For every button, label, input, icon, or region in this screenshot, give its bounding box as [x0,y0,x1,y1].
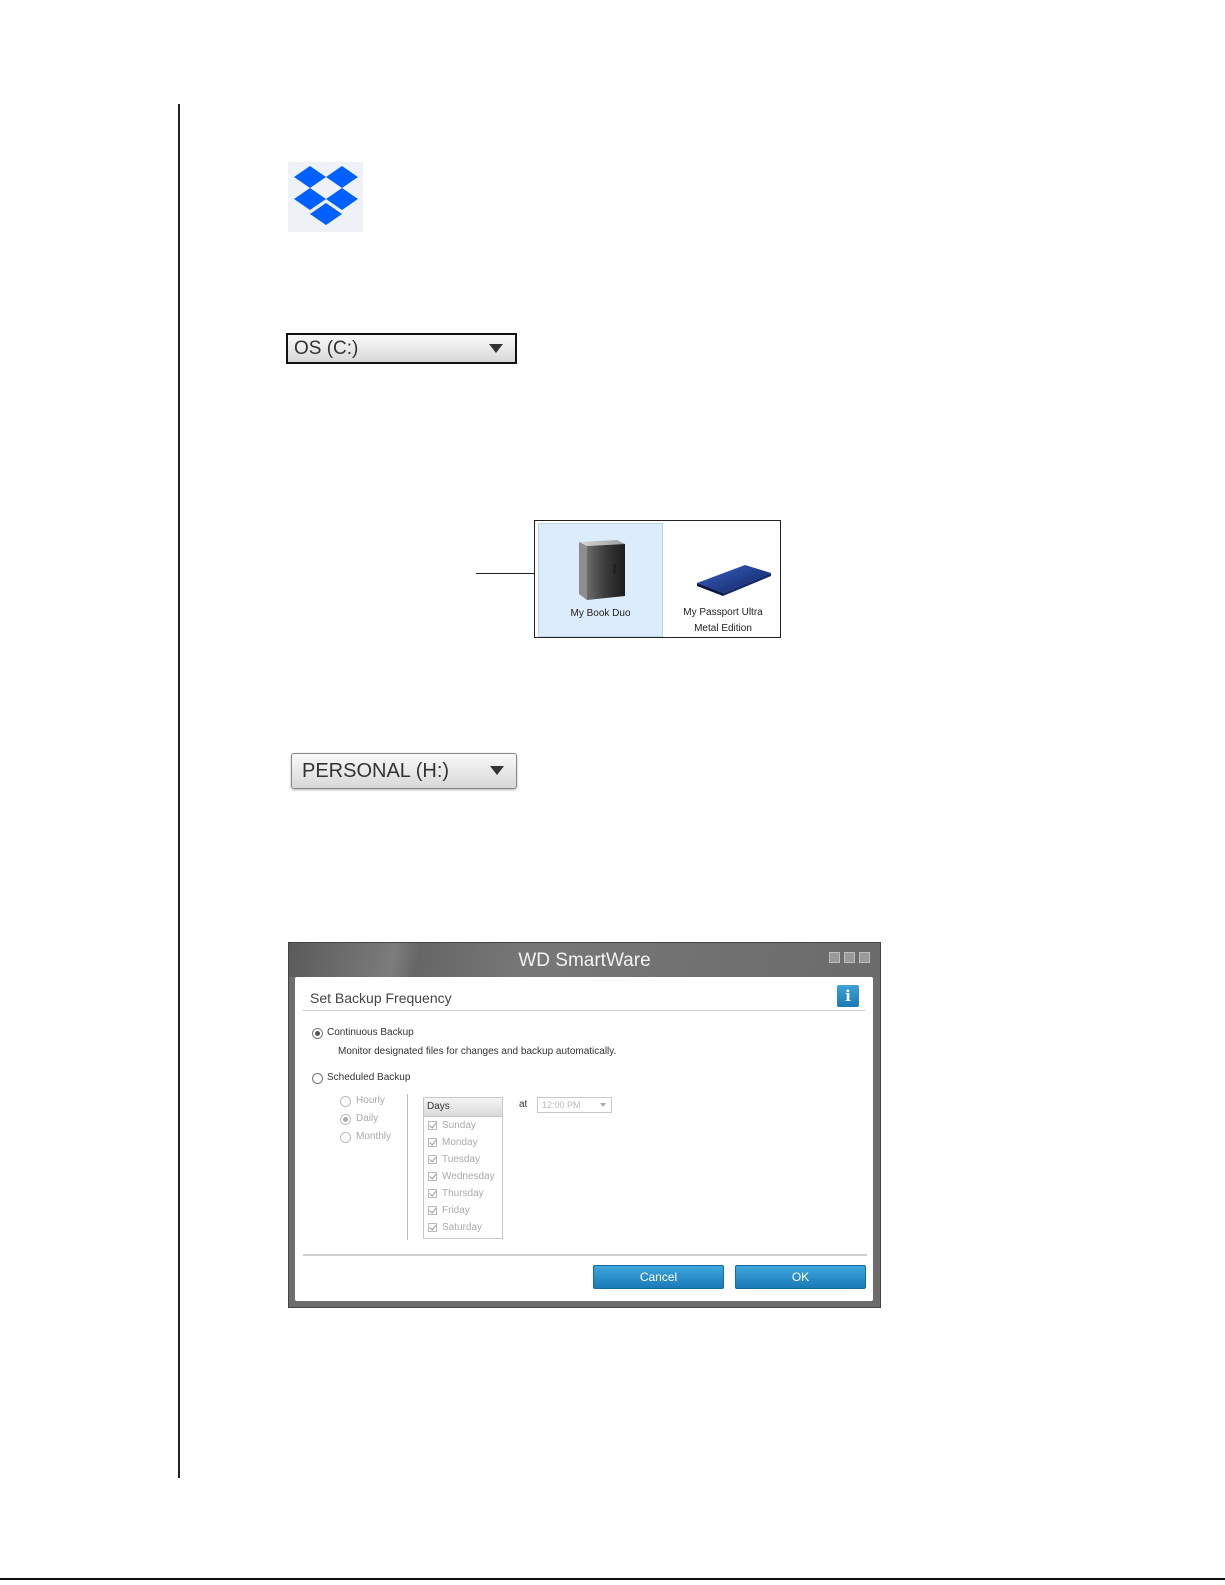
days-header: Days [424,1098,502,1117]
minimize-icon[interactable] [829,952,840,963]
scheduled-backup-radio[interactable] [312,1073,323,1084]
device-label: My Passport Ultra [683,607,763,618]
divider [303,1010,865,1011]
checkbox-icon [428,1138,437,1147]
day-item[interactable] [424,1134,502,1151]
device-label-line2: Metal Edition [694,623,752,634]
target-drive-value: PERSONAL (H:) [302,759,450,782]
dialog-title: WD SmartWare [518,950,651,971]
page-bottom-rule [0,1578,1225,1580]
hourly-label: Hourly [356,1095,385,1106]
source-drive-dropdown[interactable] [286,333,517,364]
checkbox-icon [428,1172,437,1181]
device-picker [534,520,781,638]
day-item[interactable] [424,1151,502,1168]
divider [303,1254,867,1256]
day-label: Monday [442,1137,478,1148]
chevron-down-icon [489,344,503,353]
day-label: Sunday [442,1120,476,1131]
day-item[interactable] [424,1168,502,1185]
chevron-down-icon [490,766,504,775]
dropbox-icon [288,162,363,232]
time-value: 12:00 PM [542,1100,581,1110]
backup-frequency-dialog [288,942,881,1308]
dialog-titlebar [289,943,880,977]
day-item[interactable] [424,1202,502,1219]
day-item[interactable] [424,1185,502,1202]
hourly-radio[interactable] [340,1096,351,1107]
device-tile-my-passport-ultra[interactable] [667,523,779,637]
time-dropdown[interactable] [537,1097,612,1113]
page-margin-rule [178,104,180,1478]
device-tile-my-book-duo[interactable] [538,523,663,637]
at-label: at [519,1099,528,1110]
day-label: Wednesday [442,1171,495,1182]
ok-button[interactable]: OK [735,1265,866,1289]
portable-drive-icon [693,561,773,597]
info-icon[interactable]: i [837,985,859,1007]
day-label: Tuesday [442,1154,480,1165]
checkbox-icon [428,1155,437,1164]
day-item[interactable] [424,1117,502,1134]
cancel-button[interactable]: Cancel [593,1265,724,1289]
close-icon[interactable] [859,952,870,963]
continuous-backup-description: Monitor designated files for changes and backup automatically. [338,1046,617,1057]
continuous-backup-radio[interactable] [312,1028,323,1039]
maximize-icon[interactable] [844,952,855,963]
chevron-down-icon [600,1103,606,1107]
checkbox-icon [428,1121,437,1130]
checkbox-icon [428,1189,437,1198]
checkbox-icon [428,1223,437,1232]
day-label: Thursday [442,1188,484,1199]
checkbox-icon [428,1206,437,1215]
dialog-body [295,977,873,1301]
day-label: Saturday [442,1222,483,1233]
scheduled-backup-label: Scheduled Backup [327,1072,411,1083]
source-drive-value: OS (C:) [294,337,359,359]
day-item[interactable] [424,1219,502,1236]
desktop-drive-icon [573,534,631,604]
day-label: Friday [442,1205,470,1216]
divider [407,1094,408,1240]
target-drive-dropdown[interactable] [291,753,517,789]
monthly-label: Monthly [356,1131,392,1142]
daily-label: Daily [356,1113,379,1124]
monthly-radio[interactable] [340,1132,351,1143]
continuous-backup-label: Continuous Backup [327,1027,414,1038]
daily-radio[interactable] [340,1114,351,1125]
dialog-heading: Set Backup Frequency [310,990,452,1006]
days-list [423,1097,503,1239]
device-label: My Book Duo [570,608,631,619]
